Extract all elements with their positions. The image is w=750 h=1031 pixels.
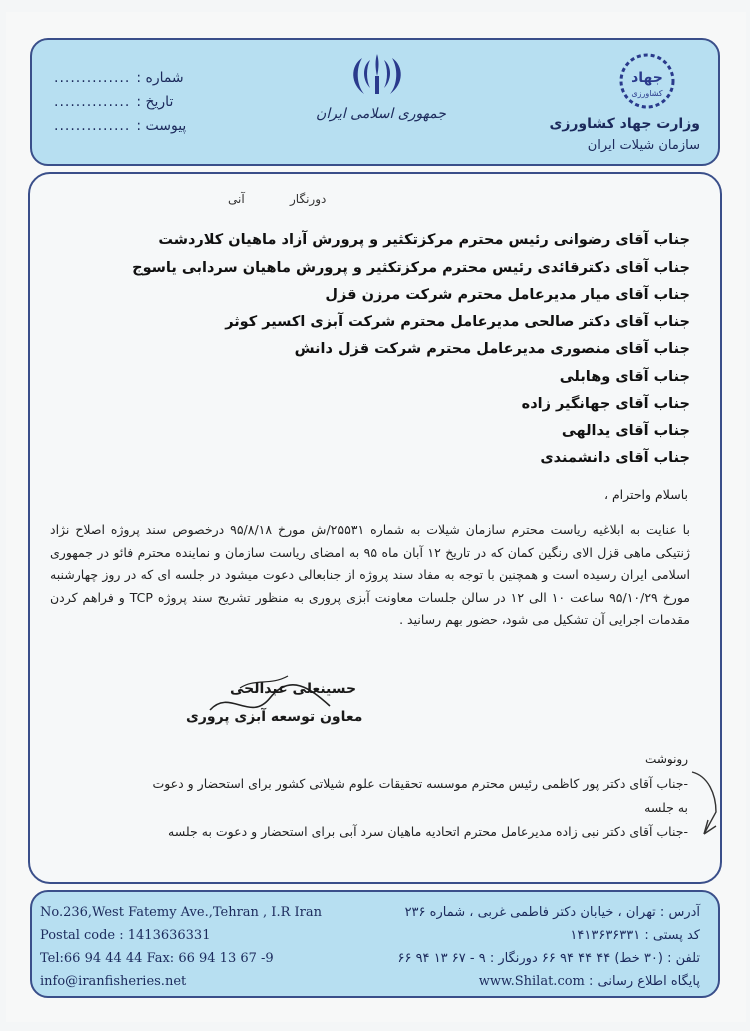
postal-code-fa: کد پستی : ۱۴۱۳۶۳۶۳۳۱ <box>570 928 700 943</box>
number-label: شماره : <box>136 70 184 86</box>
recipient-line: جناب آقای منصوری مدیرعامل محترم شرکت قزل دانش <box>294 341 690 357</box>
attachment-value: .............. <box>54 118 131 134</box>
republic-title: جمهوری اسلامی ایران <box>316 106 446 122</box>
urgent-label: آنی <box>228 192 245 206</box>
signer-title: معاون توسعه آبزی پروری <box>186 709 363 725</box>
recipient-line: جناب آقای دکترقائدی رئیس محترم مرکزتکثیر و پرورش ماهیان سردابی یاسوج <box>132 260 690 276</box>
email-en: info@iranfisheries.net <box>40 974 187 989</box>
iran-emblem-icon <box>348 52 406 98</box>
recipient-line: جناب آقای یدالهی <box>561 423 690 439</box>
letter-paragraph: با عنایت به ابلاغیه ریاست محترم سازمان شیلات به شماره ۲۵۵۳۱/ش مورخ ۹۵/۸/۱۸ درخصوص سند پروژه اصلاح نژاد ژنتیکی ماهی قزل الای رنگین کمان که در تاریخ ۱۲ آبان ماه ۹۵ به امضای ریاست سازمان و نماینده محترم فائو در جمهوری اسلامی ایران رسیده است و همچنین با توجه به مفاد سند پروژه از جنابعالی دعوت میشود در جلسه ای که در روز چهارشنبه مورخ ۹۵/۱۰/۲۹ ساعت ۱۰ الی ۱۲ در سالن جلسات معاونت آبزی پروری به منظور تشریح سند پروژه TCP و فراهم کردن مقدمات اجرایی آن تشکیل می شود، حضور بهم رسانید . <box>50 522 690 627</box>
recipient-line: جناب آقای میار مدیرعامل محترم شرکت مرزن قزل <box>325 287 690 303</box>
date-value: .............. <box>54 94 131 110</box>
attachment-label: پیوست : <box>136 118 187 134</box>
signer-name: حسینعلی عبدالحی <box>230 681 357 697</box>
tel-fax-fa: تلفن : (۳۰ خط) ۴۴ ۴۴ ۹۴ ۶۶ دورنگار : ۹ - ۶۷ ۱۳ ۹۴ ۶۶ <box>397 951 700 966</box>
recipient-line: جناب آقای وهابلی <box>559 369 690 385</box>
recipient-line: جناب آقای رضوانی رئیس محترم مرکزتکثیر و پرورش آزاد ماهیان کلاردشت <box>158 232 690 248</box>
website-fa <box>479 974 700 989</box>
jahad-logo <box>618 52 676 110</box>
letter-date-field <box>54 94 173 110</box>
cc-line: -جناب آقای دکتر نبی زاده مدیرعامل محترم اتحادیه ماهیان سرد آبی برای استحضار و دعوت به جلسه <box>168 824 688 839</box>
recipient-line: جناب آقای دکتر صالحی مدیرعامل محترم شرکت آبزی اکسیر کوثر <box>225 314 690 330</box>
organization-name: سازمان شیلات ایران <box>587 138 700 153</box>
fax-label: دورنگار <box>290 192 327 206</box>
address-en: No.236,West Fatemy Ave.,Tehran , I.R Iran <box>40 905 322 920</box>
logo-subtext: کشاورزی <box>631 89 663 98</box>
recipient-line: جناب آقای جهانگیر زاده <box>521 396 690 412</box>
date-label: تاریخ : <box>136 94 174 110</box>
cc-line: به جلسه <box>644 800 688 815</box>
address-fa: آدرس : تهران ، خیابان دکتر فاطمی غربی ، شماره ۲۳۶ <box>404 905 700 920</box>
cc-bracket-icon <box>686 766 726 846</box>
greeting: باسلام واحترام ، <box>603 487 688 502</box>
website-link[interactable]: www.Shilat.com <box>478 974 585 989</box>
number-value: .............. <box>54 70 131 86</box>
letter-attachment-field <box>54 118 186 134</box>
recipient-line: جناب آقای دانشمندی <box>540 450 690 466</box>
website-label: پایگاه اطلاع رسانی : <box>589 974 700 989</box>
ministry-name: وزارت جهاد کشاورزی <box>549 116 700 132</box>
tel-fax-en: Tel:66 94 44 44 Fax: 66 94 13 67 -9 <box>40 951 274 966</box>
cc-line: -جناب آقای دکتر پور کاظمی رئیس محترم موسسه تحقیقات علوم شیلاتی کشور برای استحضار و دعوت <box>152 776 688 791</box>
letter-number-field <box>54 70 184 86</box>
cc-label: رونوشت <box>645 752 688 766</box>
postal-code-en: Postal code : 1413636331 <box>40 928 211 943</box>
logo-text: جهاد <box>631 70 663 86</box>
